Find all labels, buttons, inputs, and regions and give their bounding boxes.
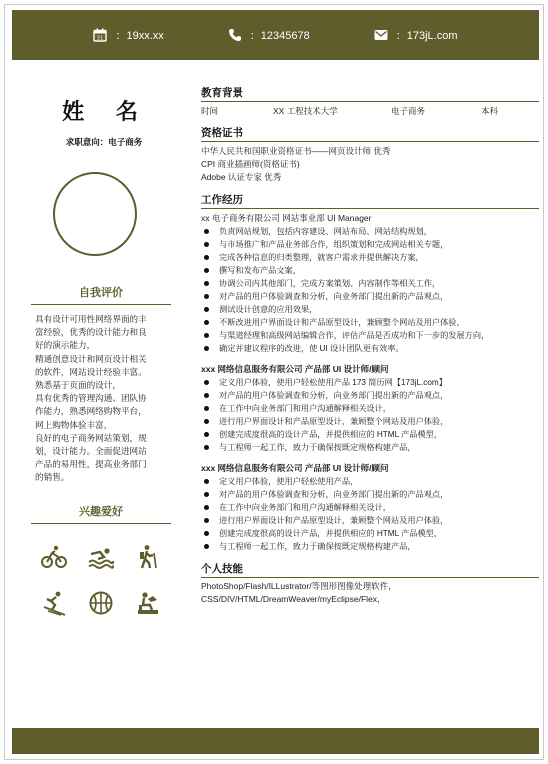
education-school: XX 工程技术大学 [273,106,338,116]
job-duty: 在工作中向业务部门和用户沟通解释相关设计， [201,402,539,415]
job-duties [201,475,539,553]
cycling-icon [41,544,67,570]
skills-title: 个人技能 [201,561,539,578]
certificates-title: 资格证书 [201,125,539,142]
job-duty: 创建完成度很高的设计产品，并提供相应的 HTML 产品模型， [201,428,539,441]
job-duty: 在工作中向业务部门和用户沟通解释相关设计， [201,501,539,514]
self-eval-line: 划，设计能力。全面促进网站 [35,446,147,457]
job-duty: 对产品的用户体验调查和分析，向业务部门提出新的产品观点， [201,290,539,303]
job-duty: 创建完成度很高的设计产品，并提供相应的 HTML 产品模型， [201,527,539,540]
certificate-item: Adobe 认证专家 优秀 [201,172,282,182]
job-duty: 进行用户界面设计和产品原型设计，兼顾整个网站及用户体验， [201,415,539,428]
self-evaluation-title: 自我评价 [31,284,171,305]
job-duty: 完成各种信息的归类整理，就客户需求并提供解决方案， [201,251,539,264]
self-eval-line: 的销售。 [35,472,70,483]
contact-date [93,27,163,43]
reading-icon [135,590,161,616]
job-header: xxx 网络信息服务有限公司 产品部 UI 设计师/顾问 [201,463,389,473]
phone-icon [228,28,242,42]
job-duties [201,225,539,355]
self-eval-line: 产品的易用性，提高业务部门 [35,459,147,470]
education-row [201,105,539,117]
self-evaluation-text [35,313,171,485]
education-period: 时间 [201,106,219,116]
job-duty: 与工程师一起工作，致力于确保按既定规格构建产品， [201,540,539,553]
education-title: 教育背景 [201,85,539,102]
job-duty: 进行用户界面设计和产品原型设计，兼顾整个网站及用户体验， [201,514,539,527]
job-duty: 对产品的用户体验调查和分析，向业务部门提出新的产品观点， [201,389,539,402]
job-header: xx 电子商务有限公司 网站事业部 UI Manager [201,213,372,223]
self-eval-line: 良好的电子商务网站策划，规 [35,432,147,443]
job-duty: 与市场推广和产品业务部合作，组织策划和完成网站相关专题， [201,238,539,251]
swimming-icon [88,544,114,570]
svg-text:31: 31 [96,35,104,42]
job-duty: 定义用户体验，使用户轻松使用产品， [201,475,539,488]
self-eval-line: 富经验，优秀的设计能力和良 [35,327,147,338]
certificate-item: 中华人民共和国职业资格证书——网页设计师 优秀 [201,146,391,156]
skill-line: PhotoShop/Flash/ILLustrator/等图形图像处理软件， [201,581,397,591]
contact-email-text: ：173jL.com [395,30,458,42]
avatar-placeholder [53,172,137,256]
skills-list [201,580,539,606]
calendar-icon [93,28,107,42]
self-eval-line: 网上购物体验丰富， [35,419,113,430]
job-header: xxx 网络信息服务有限公司 产品部 UI 设计师/顾问 [201,364,389,374]
right-column [201,85,539,606]
candidate-name: 姓 名 [62,100,150,125]
job-intent: 求职意向：电子商务 [65,137,143,147]
self-eval-line: 精通创意设计和网页设计相关 [35,353,147,364]
contact-email [374,27,458,43]
mail-icon [374,28,388,42]
self-eval-line: 具有设计可用性网络界面的丰 [35,314,147,324]
self-eval-line: 熟悉基于页面的设计， [35,380,121,391]
job-duty: 确定并建议程序的改进，使 UI 设计团队更有效率。 [201,342,539,355]
work-title: 工作经历 [201,192,539,209]
job-duties [201,376,539,454]
basketball-icon [88,590,114,616]
job-duty: 协调公司内其他部门，完成方案策划、内容制作等相关工作， [201,277,539,290]
education-major: 电子商务 [391,106,426,116]
self-eval-line: 具有优秀的管理沟通、团队协 [35,393,147,404]
job-duty: 对产品的用户体验调查和分析，向业务部门提出新的产品观点， [201,488,539,501]
contact-bar [12,10,539,60]
resume-page [4,4,544,760]
contact-phone [228,27,310,43]
certificate-item: CPI 商业插画师(资格证书) [201,159,300,169]
job-duty: 撰写和发布产品文案， [201,264,539,277]
job-duty: 不断改进用户界面设计和产品原型设计，兼顾整个网站及用户体验， [201,316,539,329]
self-eval-line: 好的演示能力， [35,340,96,351]
job-duty: 定义用户体验，使用户轻松使用产品 173 简历网【173jL.com】 [201,376,539,389]
hobby-icons [31,544,171,616]
contact-date-text: ：19xx.xx [115,30,164,42]
self-eval-line: 作能力，熟悉网络购物平台， [35,406,147,417]
job-duty: 负责网站规划，包括内容建设、网站布局、网站结构规划， [201,225,539,238]
education-degree: 本科 [481,106,499,116]
job-duty: 测试设计创意的应用效果， [201,303,539,316]
skiing-icon [41,590,67,616]
hobbies-title: 兴趣爱好 [31,503,171,524]
job-duty: 与工程师一起工作，致力于确保按既定规格构建产品， [201,441,539,454]
contact-phone-text: ：12345678 [249,30,310,42]
certificates-list [201,145,539,184]
skill-line: CSS/DIV/HTML/DreamWeaver/myEclipse/Flex， [201,594,386,604]
hiking-icon [135,544,161,570]
self-eval-line: 的软件，网站设计经验丰富。 [35,366,147,377]
footer-bar [12,728,539,754]
job-duty: 与渠道经理和高级网站编辑合作，评估产品是否成功和下一步的发展方向， [201,329,539,342]
left-column [31,95,171,616]
